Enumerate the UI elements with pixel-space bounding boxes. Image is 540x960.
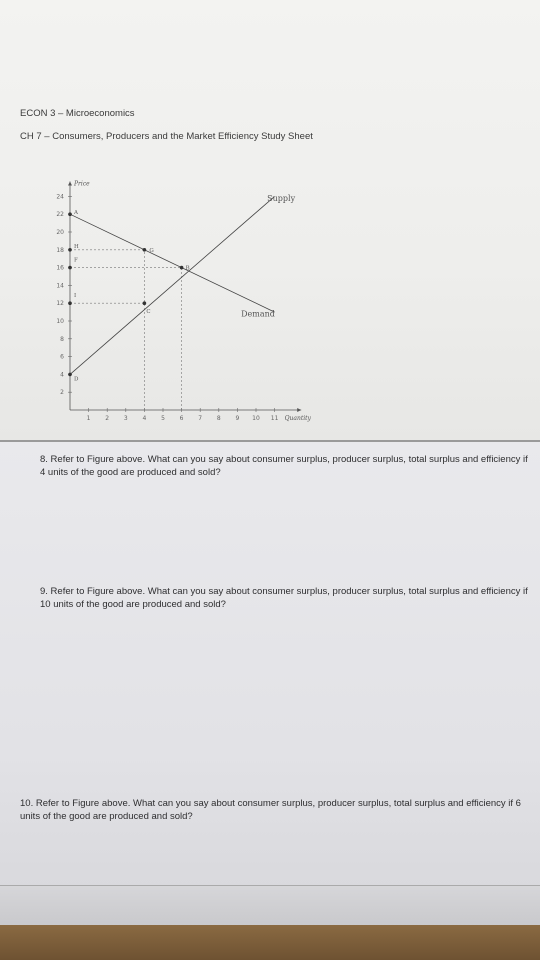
point-a [68, 212, 72, 216]
point-d [68, 373, 72, 377]
question-10: 10. Refer to Figure above. What can you say about consumer surplus, producer surplus, total surplus and efficiency if 6 units of the good are produced and sold? [20, 798, 521, 822]
y-tick-label: 2 [60, 389, 64, 397]
course-title: ECON 3 – Microeconomics [20, 108, 135, 119]
x-axis-label: Quantity [284, 415, 311, 422]
y-tick-label: 12 [56, 300, 64, 308]
point-b [180, 266, 184, 270]
question-9: 9. Refer to Figure above. What can you say about consumer surplus, producer surplus, total surplus and efficiency if 10 units of the good are produced and sold? [40, 586, 528, 610]
y-axis-arrow [68, 182, 72, 186]
point-label-h: H [74, 243, 79, 250]
x-tick-label: 1 [86, 415, 91, 422]
point-label-c: C [146, 309, 151, 316]
x-tick-label: 7 [198, 415, 203, 422]
y-tick-label: 24 [56, 193, 64, 201]
point-label-i: I [74, 293, 77, 300]
point-g [143, 248, 147, 252]
y-tick-label: 18 [56, 246, 64, 254]
point-label-d: D [74, 376, 79, 383]
y-axis-label: Price [74, 180, 90, 188]
demand-label: Demand [241, 309, 275, 319]
point-label-a: A [74, 210, 78, 217]
x-tick-label: 8 [216, 415, 221, 422]
question-8: 8. Refer to Figure above. What can you say about consumer surplus, producer surplus, total surplus and efficiency if 4 units of the good are produced and sold? [40, 454, 528, 478]
x-tick-label: 2 [105, 415, 110, 422]
y-tick-label: 4 [60, 371, 64, 379]
y-tick-label: 8 [60, 335, 64, 343]
point-label-b: B [185, 265, 190, 272]
y-tick-label: 22 [56, 211, 64, 219]
point-f [68, 266, 72, 270]
x-tick-label: 3 [123, 415, 128, 422]
point-i [68, 301, 72, 305]
x-tick-label: 11 [270, 415, 279, 422]
y-tick-label: 16 [56, 264, 64, 272]
point-label-f: F [74, 257, 78, 264]
point-c [143, 301, 147, 305]
demand-curve [70, 214, 275, 312]
point-h [68, 248, 72, 252]
y-tick-label: 6 [60, 353, 64, 361]
x-tick-label: 9 [235, 415, 240, 422]
sheet-title: CH 7 – Consumers, Producers and the Market Efficiency Study Sheet [20, 131, 313, 142]
supply-label: Supply [267, 193, 296, 203]
point-label-g: G [149, 247, 154, 254]
supply-curve [70, 196, 275, 374]
page-edge [0, 885, 540, 926]
x-tick-label: 4 [142, 415, 147, 422]
y-tick-label: 14 [56, 282, 64, 290]
wood-floor [0, 925, 540, 960]
x-tick-label: 10 [252, 415, 260, 422]
x-tick-label: 5 [161, 415, 165, 422]
x-tick-label: 6 [179, 415, 184, 422]
y-tick-label: 10 [56, 318, 64, 325]
supply-demand-chart [50, 170, 311, 422]
y-tick-label: 20 [56, 229, 64, 236]
